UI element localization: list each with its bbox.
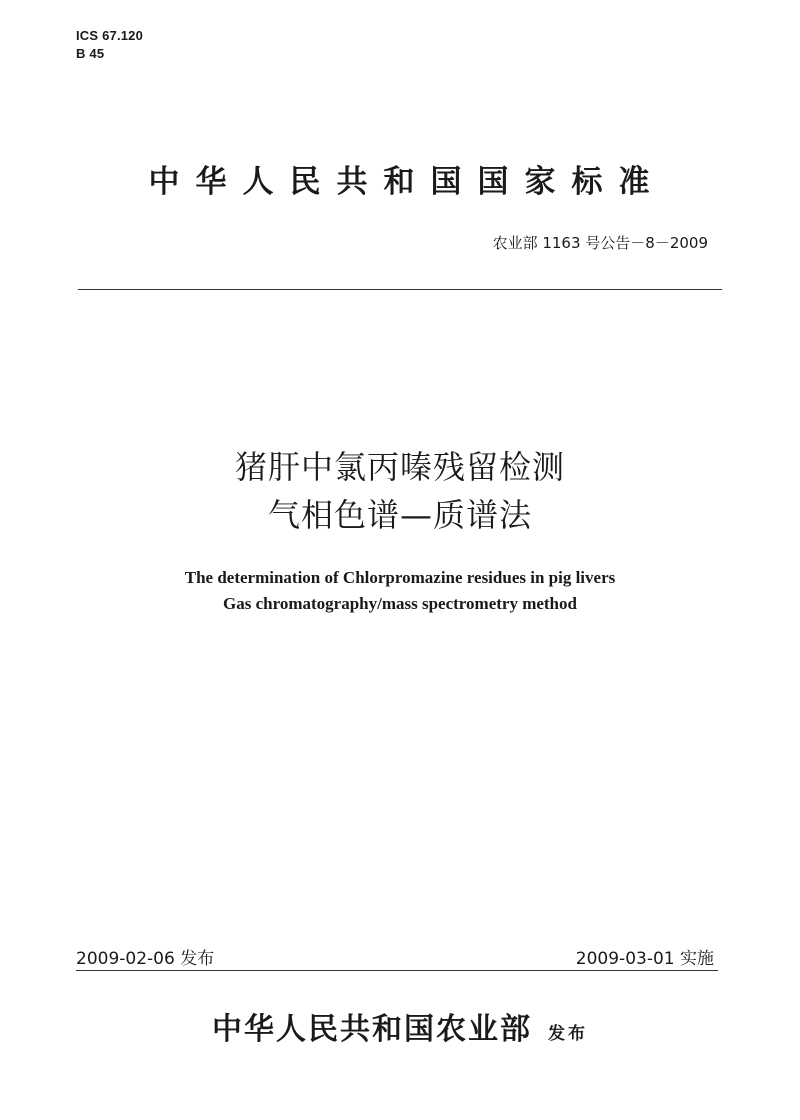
standard-type-heading: 中华人民共和国国家标准 [148, 164, 666, 200]
standard-number: 农业部 1163 号公告－8－2009 [492, 234, 708, 252]
publisher [0, 1004, 800, 1048]
ccs-code: B 45 [76, 46, 105, 61]
ics-code: ICS 67.120 [76, 28, 144, 43]
publisher-name: 中华人民共和国农业部 [212, 1012, 532, 1047]
bottom-divider [76, 970, 718, 971]
title-cn-line2: 气相色谱—质谱法 [267, 496, 532, 534]
top-divider [78, 289, 722, 290]
issue-date: 2009-02-06 发布 [76, 949, 215, 969]
title-en-line2: Gas chromatography/mass spectrometry method [223, 594, 577, 613]
publisher-suffix: 发布 [548, 1023, 588, 1044]
title-cn-line1: 猪肝中氯丙嗪残留检测 [234, 448, 565, 486]
implementation-date: 2009-03-01 实施 [575, 949, 714, 969]
title-en-line1: The determination of Chlorpromazine residues in pig livers [184, 568, 616, 587]
